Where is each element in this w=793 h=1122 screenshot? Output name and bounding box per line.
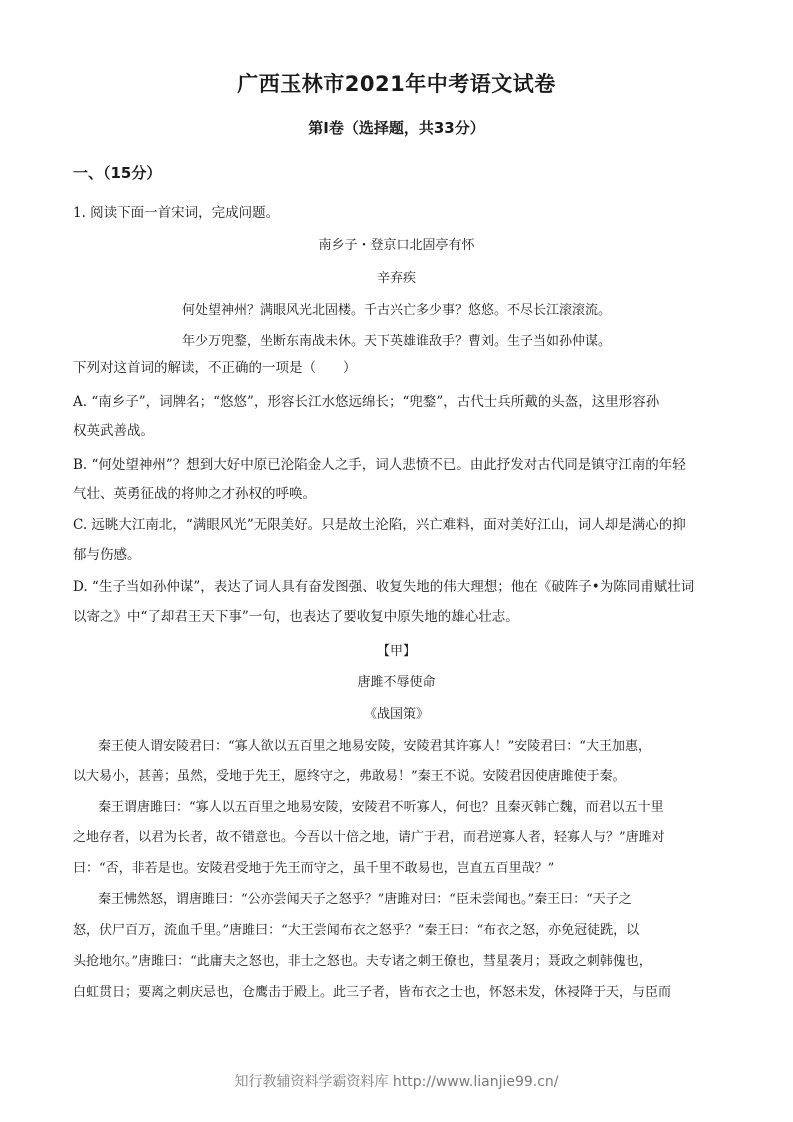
passage-line: 秦王谓唐雎曰：“寡人以五百里之地易安陵，安陵君不听寡人，何也？且秦灭韩亡魏，而君以五十里 <box>98 800 664 815</box>
question-stem: 下列对这首词的解读，不正确的一项是（ ） <box>73 360 357 376</box>
poem-line: 何处望神州？满眼风光北固楼。千古兴亡多少事？悠悠。不尽长江滚滚流。 <box>181 303 611 318</box>
passage-title: 唐雎不辱使命 <box>357 675 436 690</box>
poem-author: 辛弃疾 <box>376 271 416 286</box>
passage-tag: 【甲】 <box>376 644 416 659</box>
passage-line: 白虹贯日；要离之刺庆忌也，仓鹰击于殿上。此三子者，皆布衣之士也，怀怒未发，休祲降于天，与臣而 <box>73 985 672 1000</box>
poem-title: 南乡子・登京口北固亭有怀 <box>318 238 475 253</box>
page-title: 广西玉林市2021年中考语文试卷 <box>237 72 556 96</box>
passage-line: 秦王使人谓安陵君曰：“寡人欲以五百里之地易安陵，安陵君其许寡人！”安陵君曰：“大王加惠， <box>98 739 651 754</box>
poem-line: 年少万兜鍪，坐断东南战未休。天下英雄谁敌手？曹刘。生子当如孙仲谋。 <box>181 334 611 349</box>
passage-line: 之地存者，以君为长者，故不错意也。今吾以十倍之地，请广于君，而君逆寡人者，轻寡人与？”唐雎对 <box>73 830 665 845</box>
option-d-line: D. “生子当如孙仲谋”，表达了词人具有奋发图强、收复失地的伟大理想；他在《破阵子•为陈同甫赋壮词 <box>73 579 695 595</box>
footer-watermark: 知行教辅资料学霸资料库 http://www.lianjie99.cn/ <box>234 1074 559 1090</box>
option-b-line: B. “何处望神州”？想到大好中原已沦陷金人之手，词人悲愤不已。由此抒发对古代同是镇守江南的年轻 <box>73 457 686 473</box>
passage-line: 以大易小，甚善；虽然，受地于先王，愿终守之，弗敢易！”秦王不说。安陵君因使唐雎使于秦。 <box>73 769 626 784</box>
page-subtitle: 第I卷（选择题，共33分） <box>308 119 485 137</box>
passage-line: 头抢地尔。”唐雎曰：“此庸夫之怒也，非士之怒也。夫专诸之刺王僚也，彗星袭月；聂政之刺韩傀也， <box>73 954 652 969</box>
option-c-line: C. 远眺大江南北，“满眼风光”无限美好。只是故土沦陷，兴亡难料，面对美好江山，词人却是满心的抑 <box>73 517 686 533</box>
option-a-line: 权英武善战。 <box>73 423 154 439</box>
question-intro: 1. 阅读下面一首宋词，完成问题。 <box>73 205 280 221</box>
passage-line: 曰：“否，非若是也。安陵君受地于先王而守之，虽千里不敢易也，岂直五百里哉？” <box>73 861 555 876</box>
passage-source: 《战国策》 <box>363 707 429 722</box>
option-b-line: 气壮、英勇征战的将帅之才孙权的呼唤。 <box>73 486 316 502</box>
option-a-line: A. “南乡子”，词牌名；“悠悠”，形容长江水悠远绵长；“兜鍪”，古代士兵所戴的头盔，这里形容孙 <box>73 394 660 410</box>
passage-line: 怒，伏尸百万，流血千里。”唐雎曰：“大王尝闻布衣之怒乎？”秦王曰：“布衣之怒，亦免冠徒跣，以 <box>73 923 640 938</box>
option-d-line: 以寄之》中“了却君王天下事”一句，也表达了要收复中原失地的雄心壮志。 <box>73 609 519 625</box>
passage-line: 秦王怫然怒，谓唐雎曰：“公亦尝闻天子之怒乎？”唐雎对曰：“臣未尝闻也。”秦王曰：“天子之 <box>98 892 632 907</box>
option-c-line: 郁与伤感。 <box>73 547 141 563</box>
section-heading: 一、（15分） <box>73 164 162 182</box>
